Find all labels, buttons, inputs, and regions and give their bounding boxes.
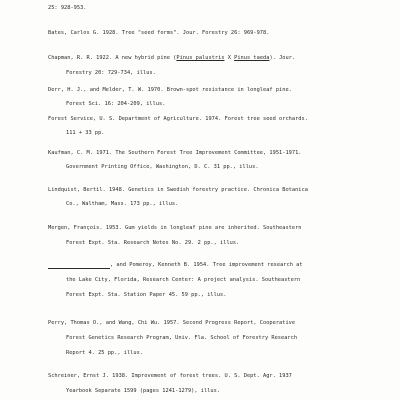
reference-schreiner-cont: Yearbook Separate 1599 (pages 1241-1279), illus. [66, 388, 221, 394]
reference-mergen-pomeroy-cont: the Lake City, Florida, Research Center: A project analysis. Southeastern [66, 277, 301, 283]
reference-mergen: Mergen, François. 1953. Gum yields in longleaf pine are inherited. Southeastern [48, 225, 302, 231]
reference-kaufman: Kaufman, C. M. 1971. The Southern Forest Tree Improvement Committee, 1951-1971. [48, 150, 302, 156]
reference-perry-cont2: Report 4. 25 pp., illus. [66, 350, 144, 356]
reference-derr: Derr, H. J., and Melder, T. W. 1970. Brown-spot resistance in longleaf pine. [48, 87, 292, 93]
reference-perry-cont: Forest Genetics Research Program, Univ. Fla. School of Forestry Research [66, 335, 298, 341]
reference-mergen-pomeroy: , and Pomeroy, Kenneth B. 1954. Tree improvement research at [110, 262, 303, 268]
reference-kaufman-cont: Government Printing Office, Washington, D. C. 31 pp., illus. [66, 164, 259, 170]
reference-perry: Perry, Thomas O., and Wang, Chi Wu. 1957. Second Progress Report, Cooperative [48, 320, 296, 326]
reference-schreiner: Schreiner, Ernst J. 1938. Improvement of forest trees. U. S. Dept. Agr. 1937 [48, 373, 292, 379]
reference-forest-service: Forest Service, U. S. Department of Agriculture. 1974. Forest tree seed orchards. [48, 116, 308, 122]
reference-derr-cont: Forest Sci. 16: 204-209, illus. [66, 101, 166, 107]
reference-mergen-pomeroy-cont2: Forest Expt. Sta. Station Paper 45. 59 pp., illus. [66, 292, 227, 298]
reference-chapman-cont: Forestry 20: 729-734, illus. [66, 70, 156, 76]
reference-bates: Bates, Carlos G. 1928. Tree "seed forms". Jour. Forestry 26: 969-978. [48, 30, 270, 36]
reference-chapman: Chapman, R. R. 1922. A new hybrid pine (Pinus palustris X Pinus taeda). Jour. [48, 55, 296, 61]
entry-continuation: 25: 928-953. [48, 5, 87, 11]
reference-forest-service-cont: 111 + 33 pp. [66, 130, 105, 136]
ditto-rule [48, 268, 110, 269]
reference-lindquist: Lindquist, Bertil. 1948. Genetics in Swedish forestry practice. Chronica Botanica [48, 187, 308, 193]
reference-lindquist-cont: Co., Waltham, Mass. 173 pp., illus. [66, 201, 179, 207]
reference-mergen-cont: Forest Expt. Sta. Research Notes No. 29. 2 pp., illus. [66, 240, 240, 246]
